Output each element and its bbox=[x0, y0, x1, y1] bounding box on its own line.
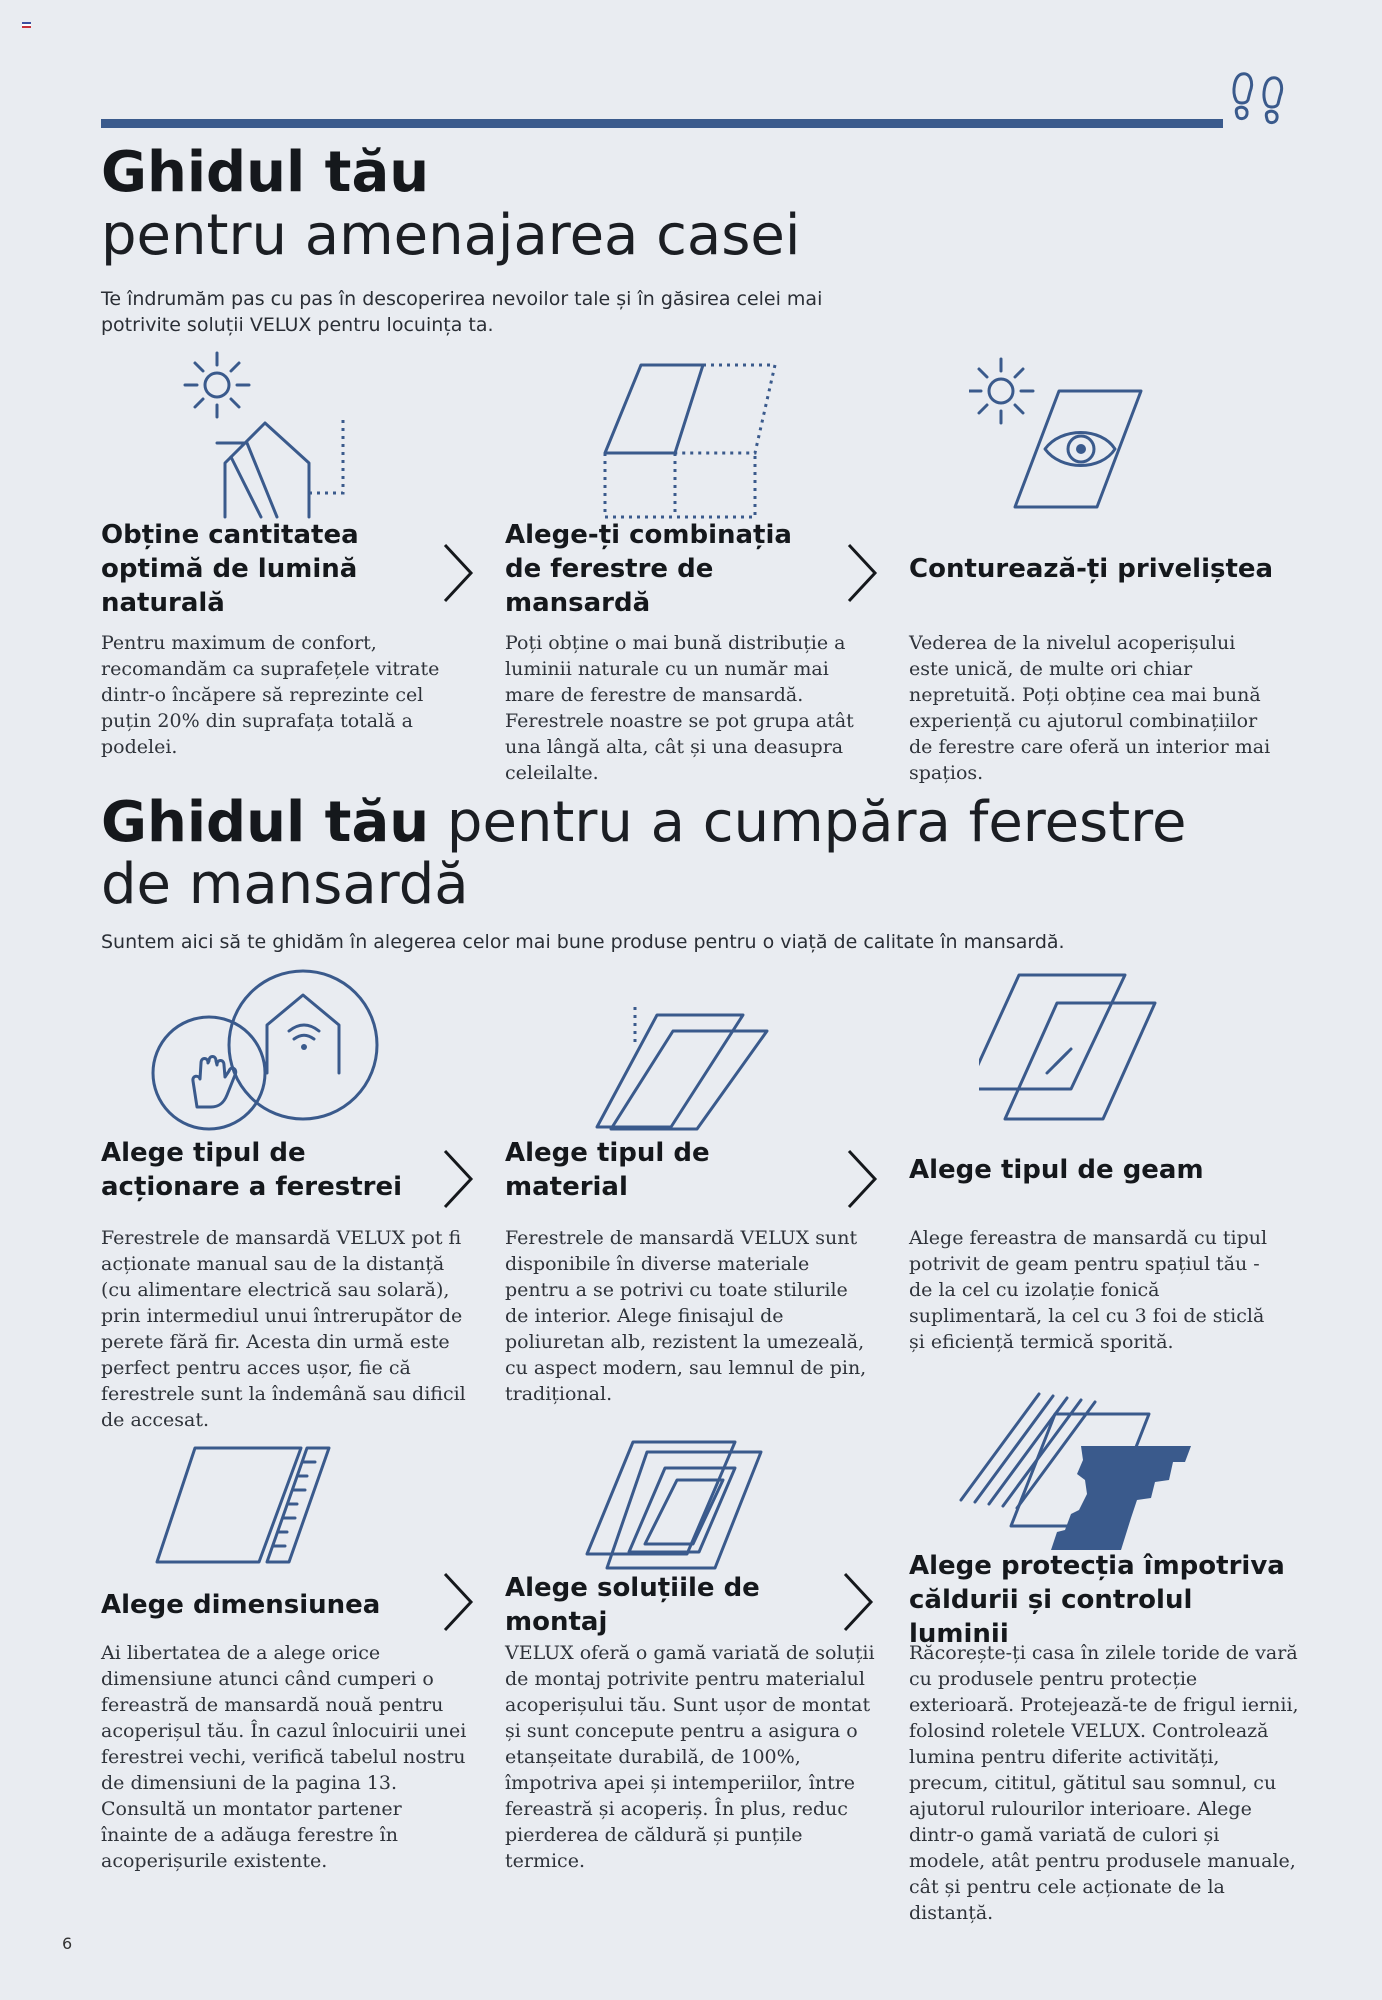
window-material-icon bbox=[595, 965, 795, 1135]
card-title: Alege soluțiile de montaj bbox=[505, 1573, 760, 1637]
header-rule bbox=[101, 119, 1223, 128]
card-body: Răcorește-ți casa în zilele toride de vară cu produsele pentru protecție exterioară. Protejează-te de frigul iernii, folosind roletele VELUX. Controlează lumina pentru diferite activități, precum, cititul, gătitul sau somnul, cu ajutorul rulourilor interioare. Alege dintr-o gamă variată de culori și modele, atât pentru produsele manuale, cât și pentru cele acționate de la distanță. bbox=[909, 1642, 1299, 1924]
card-title: Conturează-ți priveliștea bbox=[909, 554, 1274, 584]
card-size bbox=[101, 1440, 473, 1890]
card-body: Vederea de la nivelul acoperișului este unică, de multe ori chiar nepretuită. Poți obține cea mai bună experiență cu ajutorul combinațiilor de ferestre care oferă un interior mai spațios. bbox=[909, 632, 1271, 784]
card-body: Pentru maximum de confort, recomandăm ca suprafețele vitrate dintr-o încăpere să reprezinte cel puțin 20% din suprafața totală a podelei. bbox=[101, 632, 440, 758]
chevron-right-icon bbox=[841, 1570, 875, 1634]
card-heat-protection bbox=[909, 1390, 1299, 1924]
chevron-right-icon bbox=[441, 1570, 475, 1634]
card-natural-light bbox=[101, 345, 473, 785]
footsteps-icon bbox=[1228, 70, 1290, 136]
card-body: Ferestrele de mansardă VELUX pot fi acționate manual sau de la distanță (cu alimentare electrică sau solară), prin intermediul unui întrerupător de perete fără fir. Acesta din urmă este perfect pentru acces ușor, fie că ferestrele sunt la îndemână sau dificil de accesat. bbox=[101, 1227, 466, 1431]
chevron-right-icon bbox=[845, 541, 879, 605]
hand-smart-home-icon bbox=[151, 965, 431, 1140]
card-view bbox=[909, 345, 1281, 785]
card-title: Alege tipul de material bbox=[505, 1138, 710, 1202]
card-body: Poți obține o mai bună distribuție a luminii naturale cu un număr mai mare de ferestre de mansardă. Ferestrele noastre se pot grupa atât una lângă alta, cât și una deasupra celeilalte. bbox=[505, 632, 854, 784]
section-title-light: pentru a cumpăra ferestre de mansardă bbox=[101, 790, 1187, 917]
card-material bbox=[505, 965, 877, 1435]
card-body: Ferestrele de mansardă VELUX sunt disponibile în diverse materiale pentru a se potrivi cu toate stilurile de interior. Alege finisajul de poliuretan alb, rezistent la umezeală, cu aspect modern, sau lemnul de pin, tradițional. bbox=[505, 1227, 867, 1405]
intro-text: Te îndrumăm pas cu pas în descoperirea nevoilor tale și în găsirea celei mai potrivite soluții VELUX pentru locuința ta. bbox=[101, 288, 823, 336]
card-title: Alege tipul de geam bbox=[909, 1155, 1204, 1185]
glass-pane-icon bbox=[979, 965, 1179, 1135]
chevron-right-icon bbox=[845, 1147, 879, 1211]
chevron-right-icon bbox=[441, 541, 475, 605]
card-body: Alege fereastra de mansardă cu tipul potrivit de geam pentru spațiul tău - de la cel cu izolație fonică suplimentară, la cel cu 3 foi de sticlă și eficiență termică sporită. bbox=[909, 1227, 1268, 1353]
flashing-frame-icon bbox=[585, 1440, 785, 1570]
card-installation bbox=[505, 1440, 877, 1890]
card-glass-type bbox=[909, 965, 1281, 1435]
card-window-combination bbox=[505, 345, 877, 785]
chevron-right-icon bbox=[441, 1147, 475, 1211]
card-title: Alege tipul de acționare a ferestrei bbox=[101, 1138, 402, 1202]
card-title: Obține cantitatea optimă de lumină naturală bbox=[101, 520, 359, 618]
card-title: Alege protecția împotriva căldurii și controlul luminii bbox=[909, 1551, 1285, 1649]
language-flag-icon bbox=[22, 22, 31, 28]
card-body: VELUX oferă o gamă variată de soluții de montaj potrivite pentru materialul acoperișului tău. Sunt ușor de montat și sunt concepute pentru a asigura o etanșeitate durabilă, de 100%, împotriva apei și intemperiilor, între fereastră și acoperiș. În plus, reduc pierderea de căldură și punțile termice. bbox=[505, 1642, 875, 1872]
section-intro: Suntem aici să te ghidăm în alegerea celor mai bune produse pentru o viață de calitate în mansardă. bbox=[101, 931, 1065, 953]
page-title-light: pentru amenajarea casei bbox=[101, 202, 801, 268]
sun-roof-icon bbox=[181, 345, 401, 525]
card-title: Alege-ți combinația de ferestre de mansardă bbox=[505, 520, 792, 618]
card-title: Alege dimensiunea bbox=[101, 1590, 381, 1620]
page-title-bold: Ghidul tău bbox=[101, 140, 430, 205]
section-title-bold: Ghidul tău bbox=[101, 790, 430, 855]
card-operation-type bbox=[101, 965, 473, 1435]
section-title bbox=[101, 792, 1251, 916]
window-combination-icon bbox=[595, 345, 795, 525]
card-body: Ai libertatea de a alege orice dimensiune atunci când cumperi o fereastră de mansardă nouă pentru acoperișul tău. În cazul înlocuirii unei ferestrei vechi, verifică tabelul nostru de dimensiuni de la pagina 13. Consultă un montator partener înainte de a adăuga ferestre în acoperișurile existente. bbox=[101, 1642, 467, 1872]
page-number: 6 bbox=[62, 1934, 73, 1953]
blind-shade-icon bbox=[959, 1390, 1199, 1550]
ruler-window-icon bbox=[151, 1440, 351, 1570]
page-title bbox=[101, 142, 1251, 267]
eye-window-icon bbox=[969, 345, 1169, 525]
